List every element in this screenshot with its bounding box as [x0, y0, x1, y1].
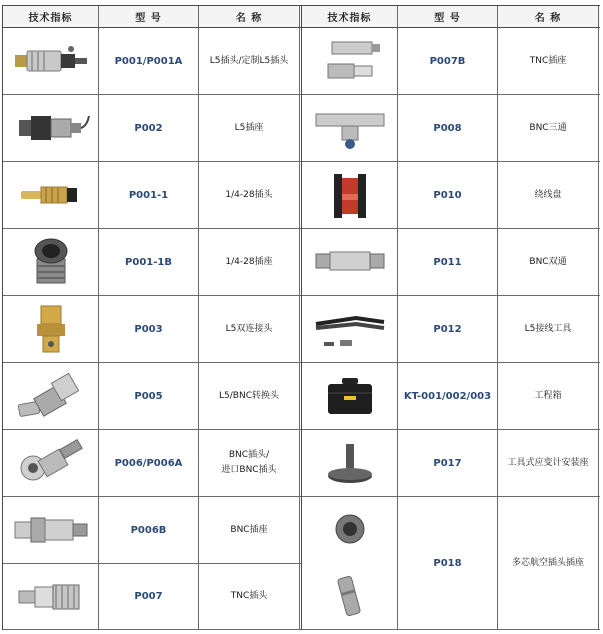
name-cell	[199, 430, 300, 496]
header-name: 名 称	[199, 6, 300, 27]
model-cell: P007B	[398, 28, 498, 94]
model-cell: KT-001/002/003	[398, 363, 498, 429]
model-cell: P003	[99, 296, 199, 362]
table-row	[3, 363, 301, 430]
name-cell: BNC双通	[498, 229, 599, 295]
cable-reel-photo	[302, 162, 398, 228]
header-name: 名 称	[498, 6, 599, 27]
l5-plug-photo	[3, 28, 99, 94]
model-cell: P008	[398, 95, 498, 161]
model-cell: P006/P006A	[99, 430, 199, 496]
name-cell: 1/4-28插头	[199, 162, 300, 228]
strain-mount-photo	[302, 430, 398, 496]
name-cell: 工程箱	[498, 363, 599, 429]
name-cell: L5插头/定制L5插头	[199, 28, 300, 94]
model-cell: P002	[99, 95, 199, 161]
model-cell: P001/P001A	[99, 28, 199, 94]
l5-double-connector-photo	[3, 296, 99, 362]
table-row	[302, 430, 600, 497]
name-cell: L5插座	[199, 95, 300, 161]
name-cell: 1/4-28插座	[199, 229, 300, 295]
tnc-plug-photo	[3, 564, 99, 629]
crimp-tool-photo	[302, 296, 398, 362]
bnc-socket-photo	[3, 497, 99, 563]
name-cell: L5双连接头	[199, 296, 300, 362]
table-row	[3, 162, 301, 229]
model-cell: P010	[398, 162, 498, 228]
header-row	[302, 6, 600, 28]
table-row	[3, 95, 301, 162]
table-row	[302, 296, 600, 363]
right-table	[301, 5, 600, 630]
name-line-1: BNC插头/	[228, 450, 270, 460]
header-row	[3, 6, 301, 28]
l5-socket-photo	[3, 95, 99, 161]
table-row	[302, 497, 600, 630]
model-cell: P007	[99, 564, 199, 629]
table-row	[302, 162, 600, 229]
model-cell: P011	[398, 229, 498, 295]
header-tech: 技术指标	[302, 6, 398, 27]
header-model: 型 号	[398, 6, 498, 27]
model-cell: P005	[99, 363, 199, 429]
name-line-2: 进口BNC插头	[221, 465, 277, 475]
model-cell: P012	[398, 296, 498, 362]
table-row	[3, 430, 301, 497]
name-cell: TNC插头	[199, 564, 300, 629]
left-table	[2, 5, 301, 630]
model-cell: P001-1B	[99, 229, 199, 295]
table-row	[3, 229, 301, 296]
model-cell: P001-1	[99, 162, 199, 228]
table-row	[302, 95, 600, 162]
table-row	[302, 363, 600, 430]
table-row	[3, 497, 301, 564]
bnc-tee-photo	[302, 95, 398, 161]
table-row	[302, 229, 600, 296]
model-cell: P018	[398, 497, 498, 629]
table-row	[3, 564, 301, 630]
header-tech: 技术指标	[3, 6, 99, 27]
table-row	[302, 28, 600, 95]
quarter-28-socket-photo	[3, 229, 99, 295]
header-model: 型 号	[99, 6, 199, 27]
l5-bnc-adapter-photo	[3, 363, 99, 429]
tnc-socket-photo	[302, 28, 398, 94]
table-row	[3, 28, 301, 95]
model-cell: P006B	[99, 497, 199, 563]
name-cell: BNC三通	[498, 95, 599, 161]
name-cell: 绕线盘	[498, 162, 599, 228]
table-row	[3, 296, 301, 363]
name-cell: TNC插座	[498, 28, 599, 94]
quarter-28-plug-photo	[3, 162, 99, 228]
name-cell: 多芯航空插头插座	[498, 497, 599, 629]
name-cell: L5接线工具	[498, 296, 599, 362]
tool-case-photo	[302, 363, 398, 429]
bnc-double-photo	[302, 229, 398, 295]
name-cell: BNC插座	[199, 497, 300, 563]
name-cell: 工具式应变计安装座	[498, 430, 599, 496]
name-cell: L5/BNC转换头	[199, 363, 300, 429]
aviation-plug-photo	[302, 497, 398, 629]
bnc-plug-photo	[3, 430, 99, 496]
model-cell: P017	[398, 430, 498, 496]
